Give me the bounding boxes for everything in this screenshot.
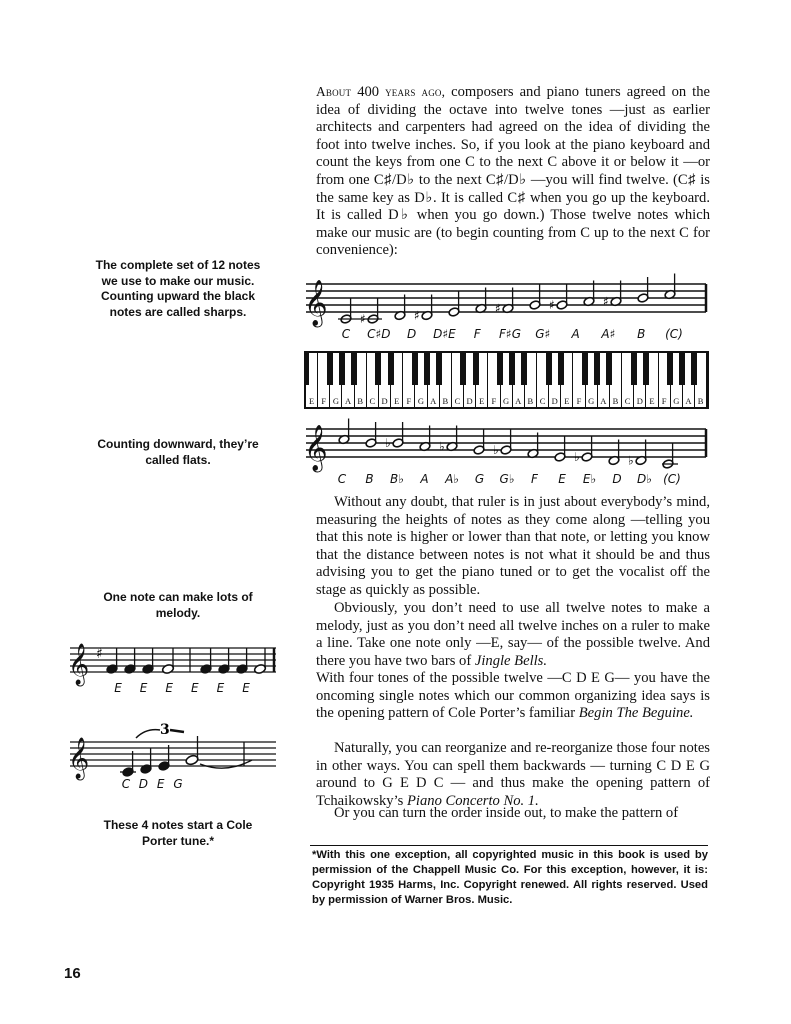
note-label: A♭ (445, 472, 459, 486)
white-key-label: D (634, 397, 645, 406)
white-key-label: A (428, 397, 439, 406)
flat-sign-icon: ♭ (574, 450, 580, 464)
concerto-text: Naturally, you can reorganize and re-reorganize those four notes in other ways. You can spell them backwards — turning C D E G around to G E D C — and thus make the opening pattern of Tchaikowsky’s (316, 740, 710, 809)
sharp-sign-icon: ♯ (603, 294, 609, 309)
note-label: E (156, 777, 165, 791)
white-key-label: B (440, 397, 451, 406)
footnote: *With this one exception, all copyrighted music in this book is used by permission of the Chappell Music Co. For this exception, however, it is: Copyright 1935 Harms, Inc. Copyright renewed. All rights reserved. Used by permission of Warner Bros. Music. (312, 849, 708, 906)
treble-clef-icon: 𝄞 (304, 425, 328, 471)
intro-lead-2: years ago, (385, 84, 446, 99)
white-key-label: E (646, 397, 657, 406)
black-key (667, 353, 673, 385)
beguine-labels (122, 777, 183, 791)
white-key-label: G (671, 397, 682, 406)
white-key-label: C (367, 397, 378, 406)
white-key-label: E (476, 397, 487, 406)
black-key (631, 353, 637, 385)
black-key (388, 353, 394, 385)
note-label: D (406, 327, 417, 341)
black-key (546, 353, 552, 385)
jingle-text: Obviously, you don’t need to use all twelve notes to make a melody, just as you don’t need all twelve inches on a ruler to make a line. Take one note only —E, say— of the possible twelve. And there you have two bars of (316, 600, 710, 669)
black-key (643, 353, 649, 385)
note-label: C (341, 327, 351, 341)
note-label: D (612, 472, 622, 486)
note-label: E (216, 681, 225, 695)
sharp-sign-icon: ♯ (96, 646, 103, 662)
beguine-text: With four tones of the possible twelve —C D E G— you have the oncoming single notes which our common organizing idea says is the opening pattern of Cole Porter’s familiar (316, 670, 710, 722)
beguine-paragraph (316, 670, 710, 723)
white-key-label: E (561, 397, 572, 406)
jingle-notes (106, 648, 266, 674)
white-key-label: G (415, 397, 426, 406)
jingle-paragraph (316, 600, 710, 670)
triplet-mark: 3 (160, 722, 170, 738)
note-label: E (242, 681, 250, 695)
white-key-label: A (342, 397, 353, 406)
note-label: (C) (663, 472, 681, 486)
triplet-bracket-icon (170, 730, 184, 732)
sharp-sign-icon: ♯ (360, 312, 366, 326)
black-key (436, 353, 442, 385)
white-key-label: C (622, 397, 633, 406)
white-key-label: D (549, 397, 560, 406)
caption-one-note: One note can make lots of melody. (103, 590, 253, 620)
white-key-label: C (452, 397, 463, 406)
caption-flats: Counting downward, they’re called flats. (97, 437, 259, 467)
note-label: F (531, 472, 538, 486)
piano-keyboard (304, 351, 709, 409)
white-key-label: B (525, 397, 536, 406)
note-label: E (558, 472, 566, 486)
flat-sign-icon: ♭ (493, 443, 499, 457)
note-label: G♯ (535, 327, 551, 341)
flat-sign-icon: ♭ (385, 436, 391, 450)
white-key-label: D (464, 397, 475, 406)
black-key (351, 353, 357, 385)
sharps-notes (338, 274, 676, 327)
black-key (521, 353, 527, 385)
concerto-title: Piano Concerto No. 1. (407, 792, 539, 809)
white-key-label: B (695, 397, 706, 406)
black-key (460, 353, 466, 385)
caption-complete-set: The complete set of 12 notes we use to make our music. Counting upward the black notes are called sharps. (95, 258, 261, 319)
note-label: D♯E (433, 327, 456, 341)
note-label: A (571, 327, 580, 341)
black-key (679, 353, 685, 385)
note-label: G♭ (499, 472, 515, 486)
note-label: G (474, 472, 485, 486)
white-key-label: F (573, 397, 584, 406)
note-label: E (139, 681, 148, 695)
intro-lead-1: About (316, 84, 352, 99)
white-key-label: A (683, 397, 694, 406)
intro-lead-num: 400 (357, 84, 380, 100)
white-key-label: G (330, 397, 341, 406)
note-label: C (337, 472, 347, 486)
white-key-label: A (598, 397, 609, 406)
beguine-title: Begin The Beguine. (578, 705, 694, 722)
note-label: B♭ (390, 472, 404, 486)
note-label: F♯G (498, 327, 522, 341)
note-label: D (138, 777, 148, 791)
note-label: (C) (665, 327, 683, 341)
ruler-text: Without any doubt, that ruler is in just about everybody’s mind, measuring the heights of notes as they come along —telling you that this note is higher or lower than that note, or letting you know that the distance between notes is not what it should be and thus advising you to get the piano tuned or to get the vocalist off the stage as quickly as possible. (316, 494, 710, 598)
black-key (424, 353, 430, 385)
ruler-paragraph (316, 494, 710, 600)
white-key-label: E (391, 397, 402, 406)
flat-sign-icon: ♭ (628, 453, 634, 468)
note-label: A♯ (601, 327, 616, 341)
black-key (509, 353, 515, 385)
sharp-sign-icon: ♯ (549, 298, 555, 312)
white-key-label: B (610, 397, 621, 406)
black-key (691, 353, 697, 385)
note-label: D♭ (637, 472, 652, 486)
treble-clef-icon: 𝄞 (68, 738, 90, 779)
note-label: F (473, 327, 481, 341)
treble-clef-icon: 𝄞 (68, 644, 90, 685)
intro-body: composers and piano tuners agreed on the idea of dividing the octave into twelve tones —just as earlier architects and carpenters had agreed on the idea of dividing the foot into twelve inches. So, if you look at the piano keyboard and count the keys from one C to the next C above it or below it —or from one C♯/D♭ to the next C♯/D♭ —you will find twelve. (C♯ is the same key as D♭. It is called C♯ when you go up the keyboard. It is called D♭ when you go down.) Those twelve notes which make our music are (to begin counting from C up to the next C for convenience): (316, 84, 710, 259)
treble-clef-icon: 𝄞 (304, 280, 328, 326)
triplet-bracket-icon (136, 730, 160, 738)
black-key (497, 353, 503, 385)
note-label: G (173, 777, 183, 791)
sharp-sign-icon: ♯ (414, 308, 420, 323)
black-key (582, 353, 588, 385)
white-key-label: C (537, 397, 548, 406)
flats-labels (338, 472, 681, 486)
note-label: E (114, 681, 122, 695)
note-label: E (165, 681, 173, 695)
note-label: E (191, 681, 199, 695)
note-label: C (121, 777, 131, 791)
black-key (304, 353, 309, 385)
black-key (594, 353, 600, 385)
jingle-title: Jingle Bells. (474, 652, 548, 669)
flats-staff (302, 413, 712, 491)
jingle-staff (66, 634, 280, 696)
note-label: E♭ (582, 472, 597, 486)
white-key-label: F (659, 397, 670, 406)
white-key-label: G (586, 397, 597, 406)
sharp-sign-icon: ♯ (495, 301, 501, 316)
black-key (375, 353, 381, 385)
note-label: C♯D (367, 327, 391, 341)
white-key-label: F (318, 397, 329, 406)
sharps-staff (302, 270, 712, 344)
beguine-staff (66, 720, 280, 796)
flats-notes (338, 419, 678, 470)
note-label: B (637, 327, 646, 341)
caption-cole-porter: These 4 notes start a Cole Porter tune.* (103, 818, 253, 848)
white-key-label: A (513, 397, 524, 406)
white-key-label: F (488, 397, 499, 406)
concerto-paragraph (316, 740, 710, 810)
black-key (473, 353, 479, 385)
black-key (339, 353, 345, 385)
white-key-label: D (379, 397, 390, 406)
white-key-label: B (355, 397, 366, 406)
white-key-label: F (403, 397, 414, 406)
note-label: B (365, 472, 374, 486)
inside-out-text: Or you can turn the order inside out, to make the pattern of (334, 805, 679, 821)
black-key (327, 353, 333, 385)
sharps-labels (342, 327, 683, 341)
white-key-label: G (501, 397, 512, 406)
page-number: 16 (64, 965, 81, 982)
footnote-rule (310, 845, 708, 846)
flat-sign-icon: ♭ (439, 439, 445, 454)
black-key (606, 353, 612, 385)
note-label: A (420, 472, 429, 486)
white-key-label: E (306, 397, 317, 406)
inside-out-paragraph (316, 805, 710, 823)
black-key (558, 353, 564, 385)
intro-paragraph (316, 83, 710, 260)
black-key (412, 353, 418, 385)
jingle-labels (114, 681, 250, 695)
